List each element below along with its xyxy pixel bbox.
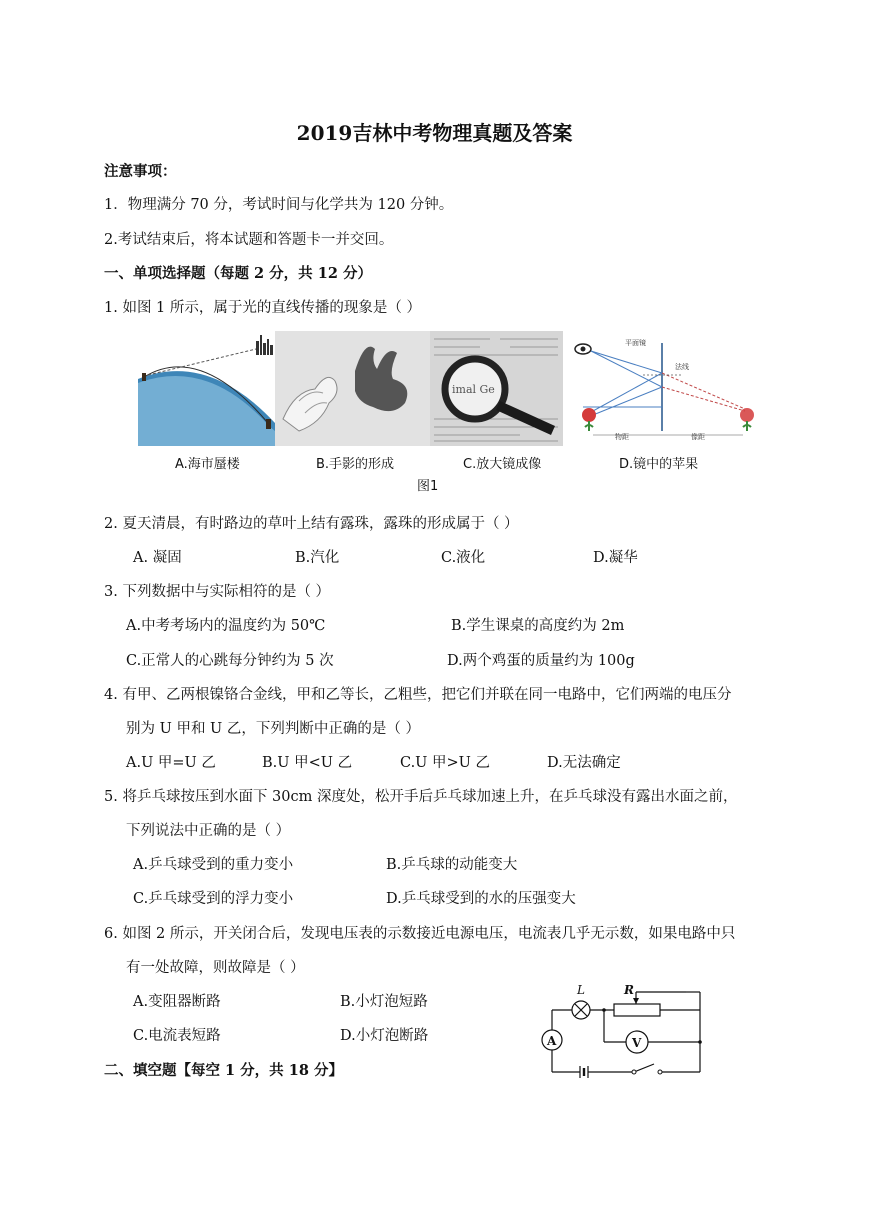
- q5-option-b: B.乒乓球的动能变大: [386, 857, 518, 873]
- q6-option-c: C.电流表短路: [133, 1028, 221, 1044]
- q5-stem-line1: 5. 将乒乓球按压到水面下 30cm 深度处，松开手后乒乓球加速上升，在乒乓球没有露出水面之前，: [104, 789, 738, 805]
- hand-shadow-illustration: [275, 331, 430, 446]
- notice-item-1: 1．物理满分 70 分，考试时间与化学共为 120 分钟。: [104, 197, 454, 213]
- q2-option-a: A. 凝固: [133, 550, 182, 566]
- figure1-caption-b: B.手影的形成: [316, 457, 395, 472]
- q1-stem: 1. 如图 1 所示，属于光的直线传播的现象是（ ）: [104, 300, 421, 316]
- figure1-panel-c: [430, 331, 563, 446]
- q4-option-c: C.U 甲>U 乙: [400, 755, 490, 771]
- voltmeter-label: V: [632, 1036, 642, 1050]
- figure1-title: 图1: [417, 479, 439, 494]
- figure1-caption-a: A.海市蜃楼: [175, 457, 240, 472]
- rheostat-label: R: [624, 983, 634, 997]
- circuit-diagram: [536, 978, 716, 1078]
- q5-stem-line2: 下列说法中正确的是（ ）: [126, 823, 291, 839]
- figure1-caption-d: D.镜中的苹果: [619, 457, 699, 472]
- q5-option-d: D.乒乓球受到的水的压强变大: [386, 891, 576, 907]
- section2-heading: 二、填空题【每空 1 分，共 18 分】: [104, 1062, 343, 1079]
- figure1-caption-c: C.放大镜成像: [463, 457, 542, 472]
- q3-option-d: D.两个鸡蛋的质量约为 100g: [447, 653, 635, 669]
- mirror-label: 平面镜: [625, 339, 646, 347]
- q2-option-c: C.液化: [441, 550, 486, 566]
- notice-item-2: 2.考试结束后，将本试题和答题卡一并交回。: [104, 232, 394, 248]
- q6-option-a: A.变阻器断路: [133, 994, 221, 1010]
- magnifier-text: imal Ge: [452, 383, 495, 396]
- figure1-panel-d: [563, 331, 765, 446]
- q4-stem-line1: 4. 有甲、乙两根镍铬合金线，甲和乙等长，乙粗些，把它们并联在同一电路中，它们两端的电压分: [104, 687, 732, 703]
- notice-heading: 注意事项：: [104, 163, 177, 180]
- object-distance-label: 物距: [615, 433, 629, 441]
- q2-option-b: B.汽化: [295, 550, 340, 566]
- image-distance-label: 像距: [691, 433, 705, 441]
- q6-stem-line1: 6. 如图 2 所示，开关闭合后，发现电压表的示数接近电源电压，电流表几乎无示数，如果电路中只: [104, 926, 736, 942]
- page-title: 2019吉林中考物理真题及答案: [296, 121, 573, 145]
- q5-option-c: C.乒乓球受到的浮力变小: [133, 891, 294, 907]
- q4-option-d: D.无法确定: [547, 755, 621, 771]
- q3-option-a: A.中考考场内的温度约为 50℃: [126, 618, 326, 634]
- q3-option-c: C.正常人的心跳每分钟约为 5 次: [126, 653, 334, 669]
- q5-option-a: A.乒乓球受到的重力变小: [133, 857, 294, 873]
- figure1-panel-a: [138, 331, 275, 446]
- section1-heading: 一、单项选择题（每题 2 分，共 12 分）: [104, 265, 372, 282]
- q4-stem-line2: 别为 U 甲和 U 乙，下列判断中正确的是（ ）: [126, 721, 420, 737]
- q6-stem-line2: 有一处故障，则故障是（ ）: [126, 960, 305, 976]
- normal-label: 法线: [675, 363, 689, 371]
- mirage-illustration: [138, 331, 275, 446]
- magnifier-illustration: [430, 331, 563, 446]
- q2-option-d: D.凝华: [593, 550, 638, 566]
- lamp-label: L: [577, 983, 585, 997]
- q3-stem: 3. 下列数据中与实际相符的是（ ）: [104, 584, 331, 600]
- q2-stem: 2. 夏天清晨，有时路边的草叶上结有露珠，露珠的形成属于（ ）: [104, 516, 519, 532]
- q6-option-d: D.小灯泡断路: [340, 1028, 429, 1044]
- figure1-panel-b: [275, 331, 430, 446]
- q6-option-b: B.小灯泡短路: [340, 994, 428, 1010]
- q4-option-b: B.U 甲<U 乙: [262, 755, 353, 771]
- mirror-illustration: [563, 331, 765, 446]
- q4-option-a: A.U 甲=U 乙: [126, 755, 216, 771]
- ammeter-label: A: [547, 1034, 557, 1048]
- q3-option-b: B.学生课桌的高度约为 2m: [451, 618, 625, 634]
